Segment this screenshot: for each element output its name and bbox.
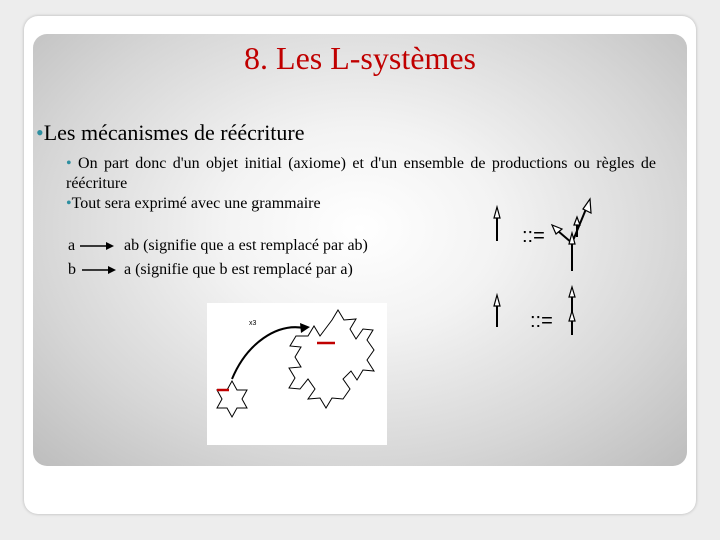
rule-symbol: a bbox=[68, 237, 76, 254]
sub-bullet-1-text: On part donc d'un objet initial (axiome) et d'un ensemble de productions ou règles de réécriture bbox=[66, 155, 656, 192]
small-star-icon bbox=[217, 381, 247, 417]
grammar-operator: ::= bbox=[530, 310, 553, 332]
koch-snowflake-figure bbox=[207, 303, 387, 445]
turtle-rule-diagram-1 bbox=[480, 195, 610, 275]
rewrite-rule-a bbox=[68, 237, 368, 255]
grammar-operator: ::= bbox=[522, 225, 545, 247]
sub-bullet-1 bbox=[66, 154, 656, 194]
main-bullet-text: Les mécanismes de réécriture bbox=[43, 120, 305, 145]
main-bullet bbox=[36, 120, 305, 146]
bullet-dot-icon: • bbox=[66, 155, 72, 172]
bullet-dot-icon: • bbox=[66, 195, 72, 212]
bullet-dot-icon: • bbox=[36, 120, 44, 145]
rewrite-rule-b bbox=[68, 261, 353, 279]
rule-symbol: b bbox=[68, 261, 76, 278]
rule-text: ab (signifie que a est remplacé par ab) bbox=[124, 237, 368, 254]
sub-bullet-2-text: Tout sera exprimé avec une grammaire bbox=[71, 195, 321, 212]
slide-title: 8. Les L-systèmes bbox=[244, 40, 476, 76]
sub-bullet-2 bbox=[66, 195, 321, 213]
right-arrow-icon bbox=[80, 241, 114, 251]
right-arrow-icon bbox=[82, 265, 116, 275]
rule-text: a (signifie que b est remplacé par a) bbox=[124, 261, 353, 278]
iteration-label: x3 bbox=[249, 320, 257, 327]
